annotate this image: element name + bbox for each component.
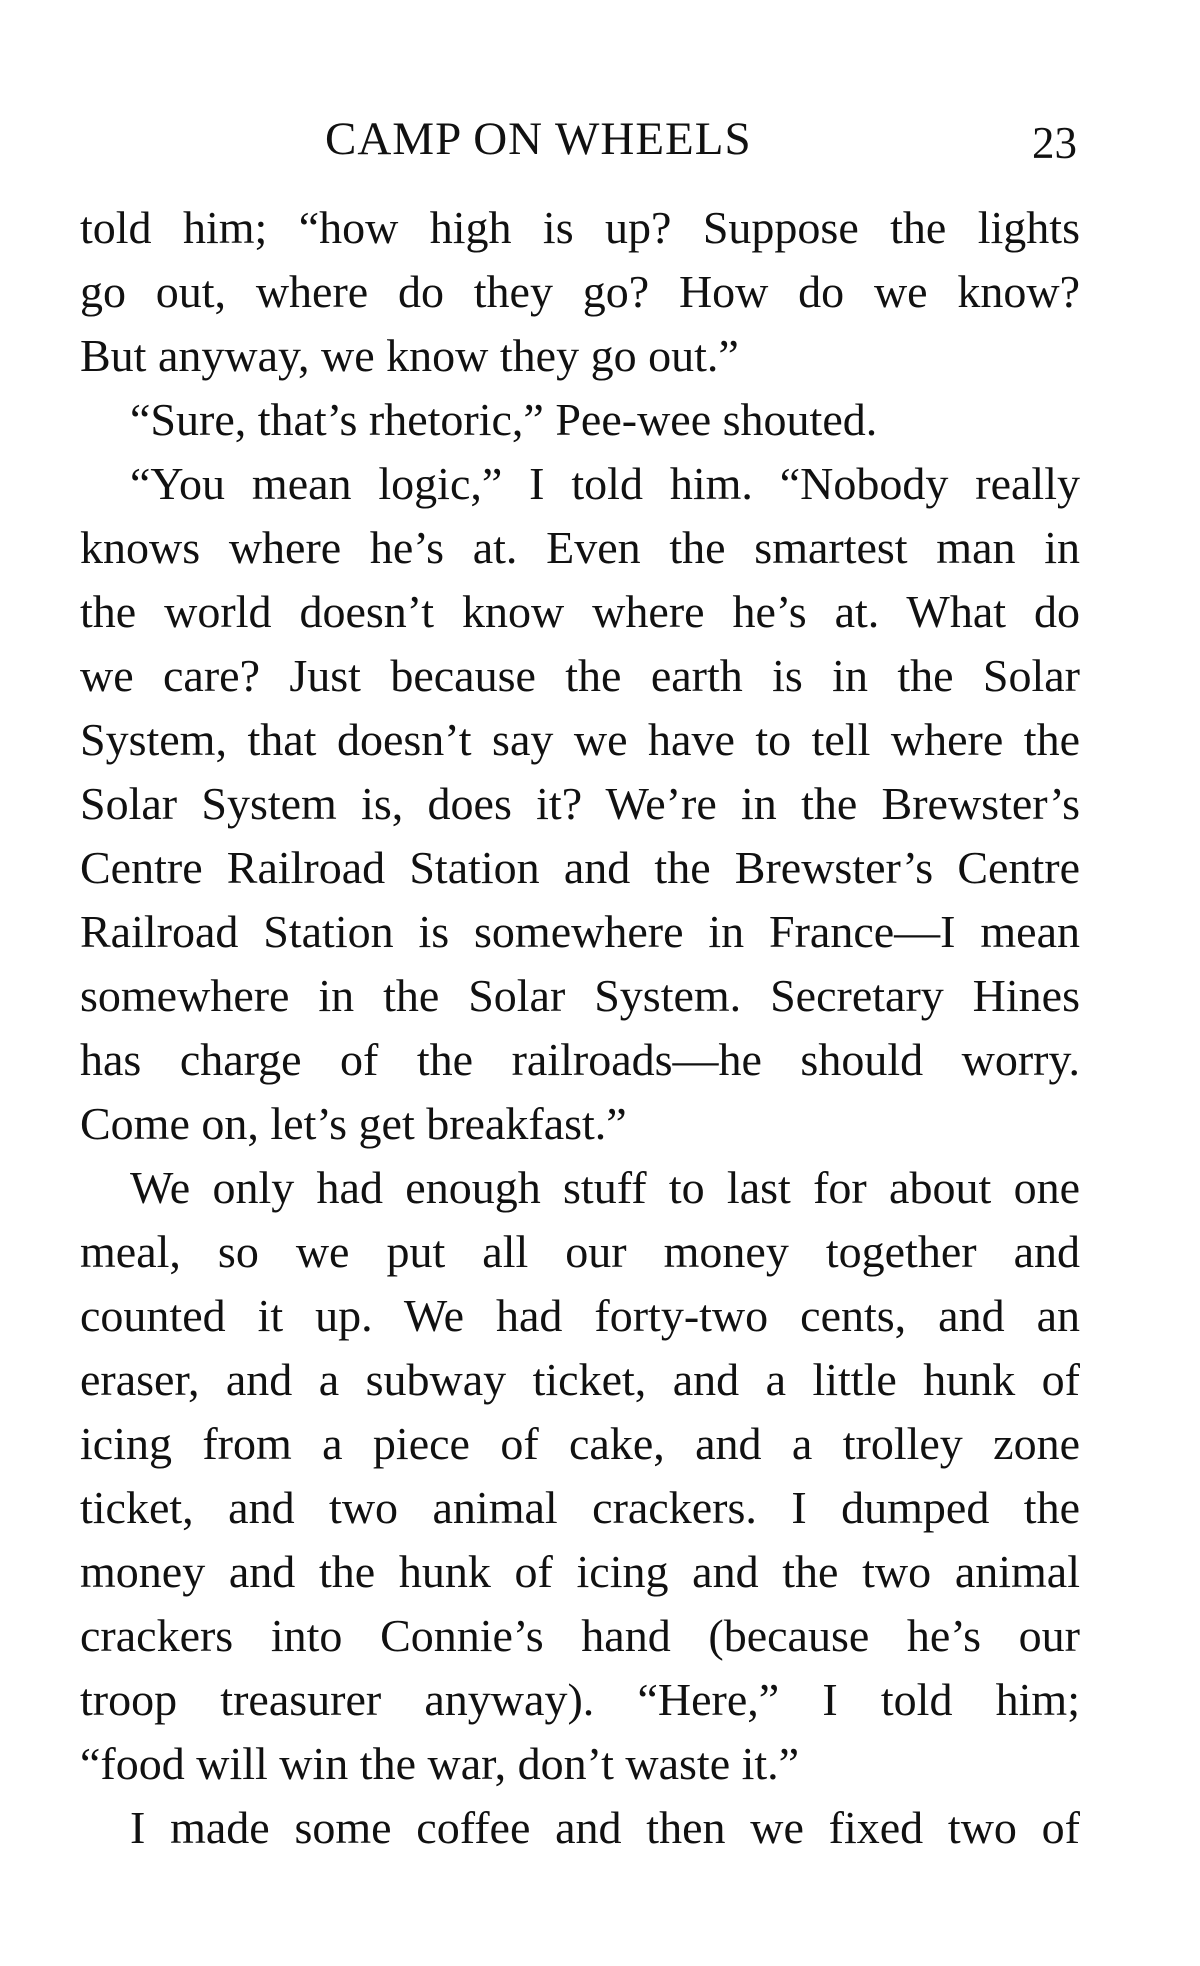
text-line: “Sure, that’s rhetoric,” Pee-wee shouted.	[130, 394, 878, 445]
text-line: somewhere in the Solar System. Secretary Hines	[80, 970, 1080, 1021]
text-line: counted it up. We had forty-two cents, and an	[80, 1290, 1080, 1341]
page-number: 23	[1032, 118, 1077, 168]
text-line: crackers into Connie’s hand (because he’s our	[80, 1610, 1080, 1661]
text-line: Railroad Station is somewhere in France—I mean	[80, 906, 1080, 957]
text-line: Centre Railroad Station and the Brewster’s Centre	[80, 842, 1080, 893]
text-line: “food will win the war, don’t waste it.”	[80, 1738, 800, 1789]
text-line: has charge of the railroads—he should worry.	[80, 1034, 1080, 1085]
running-head: CAMP ON WHEELS	[325, 113, 752, 165]
text-line: icing from a piece of cake, and a trolley zone	[80, 1418, 1080, 1469]
text-line: System, that doesn’t say we have to tell where the	[80, 714, 1080, 765]
text-line: go out, where do they go? How do we know?	[80, 266, 1080, 317]
text-line: Come on, let’s get breakfast.”	[80, 1098, 627, 1149]
text-line: We only had enough stuff to last for about one	[130, 1162, 1080, 1213]
text-line: told him; “how high is up? Suppose the lights	[80, 202, 1080, 253]
text-line: money and the hunk of icing and the two animal	[80, 1546, 1080, 1597]
text-line: meal, so we put all our money together and	[80, 1226, 1080, 1277]
text-line: ticket, and two animal crackers. I dumped the	[80, 1482, 1080, 1533]
text-line: “You mean logic,” I told him. “Nobody really	[130, 458, 1080, 509]
page-header	[80, 104, 1080, 174]
text-line: But anyway, we know they go out.”	[80, 330, 739, 381]
text-line: the world doesn’t know where he’s at. What do	[80, 586, 1080, 637]
text-line: I made some coffee and then we fixed two of	[130, 1802, 1080, 1853]
text-line: knows where he’s at. Even the smartest man in	[80, 522, 1080, 573]
text-line: we care? Just because the earth is in the Solar	[80, 650, 1080, 701]
text-line: Solar System is, does it? We’re in the Brewster’s	[80, 778, 1080, 829]
text-line: troop treasurer anyway). “Here,” I told him;	[80, 1674, 1080, 1725]
text-line: eraser, and a subway ticket, and a little hunk of	[80, 1354, 1080, 1405]
body-text	[80, 196, 1080, 1860]
